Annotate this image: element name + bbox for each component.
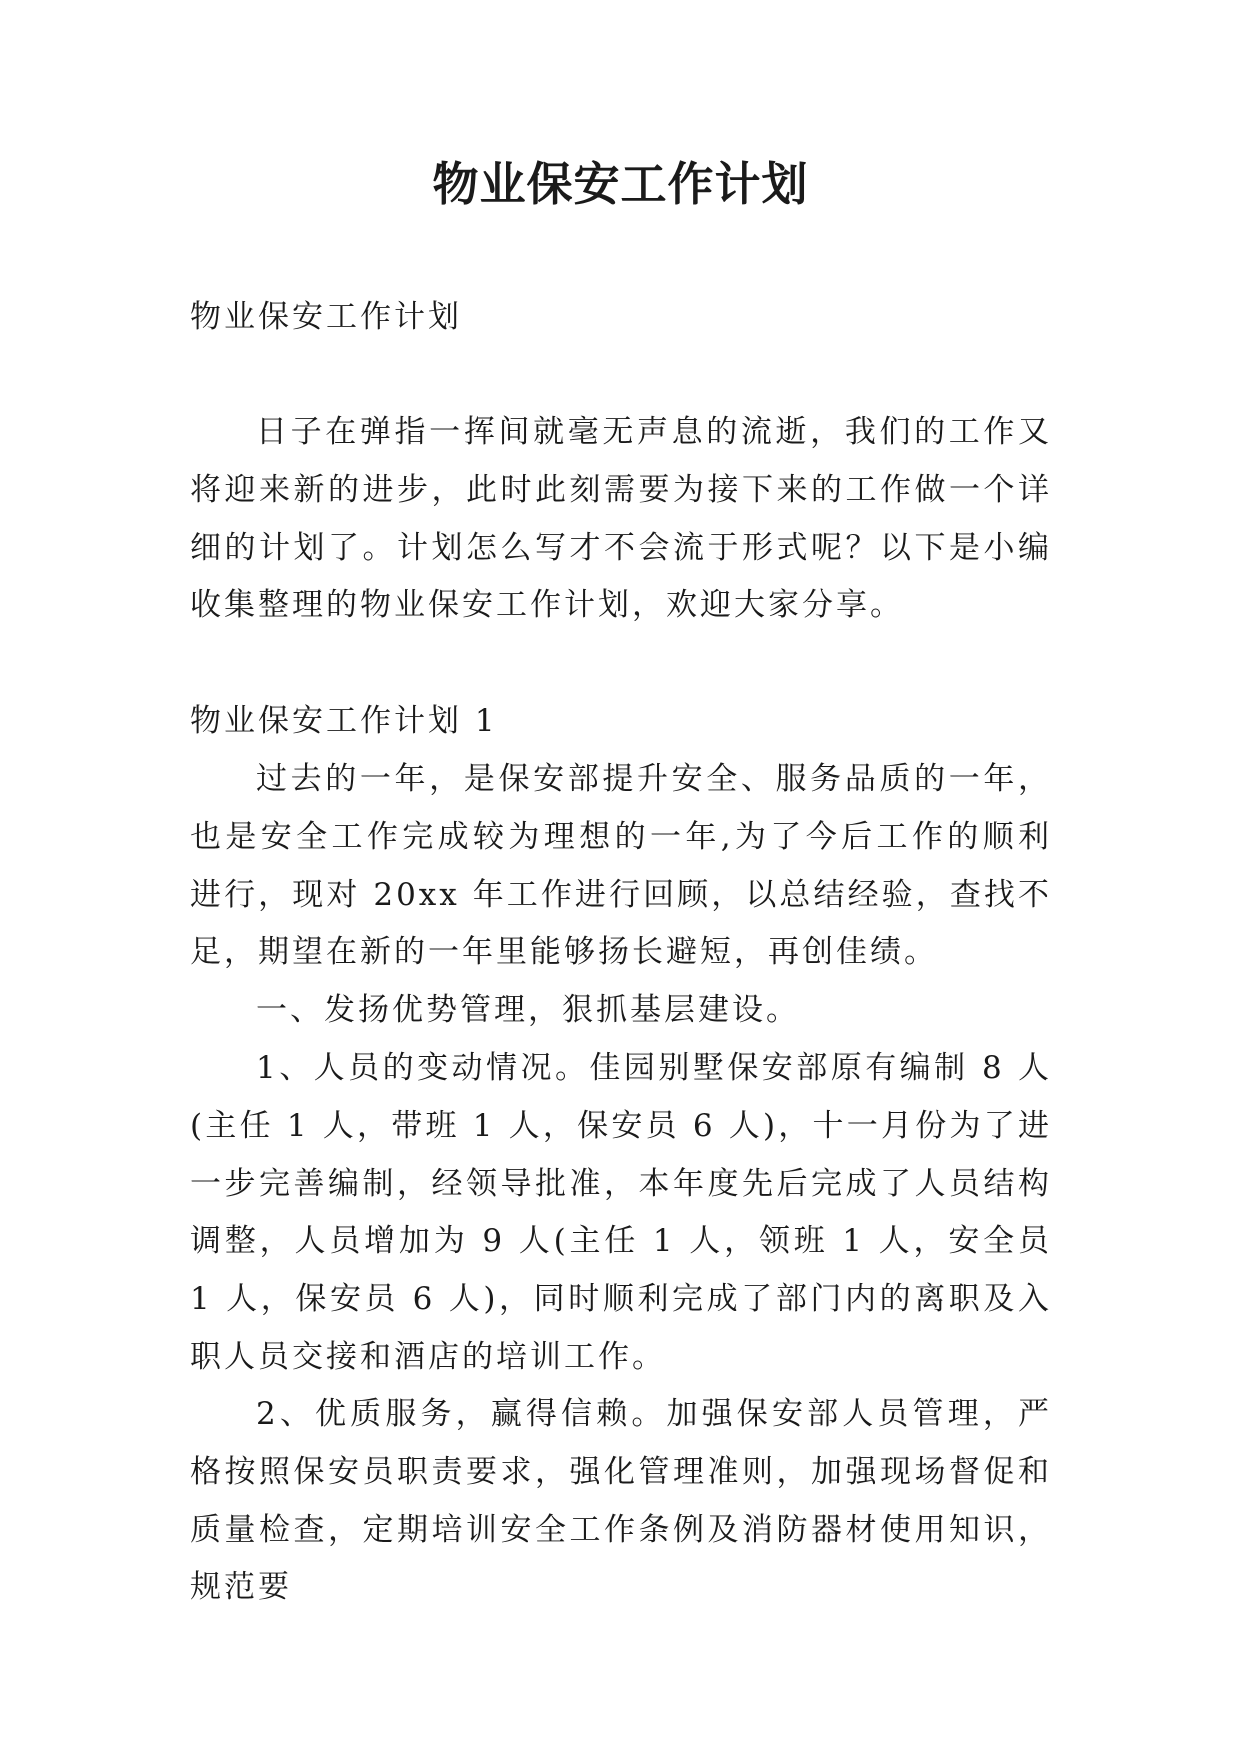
- intro-paragraph: 日子在弹指一挥间就毫无声息的流逝，我们的工作又将迎来新的进步，此时此刻需要为接下来的工作做一个详细的计划了。计划怎么写才不会流于形式呢？以下是小编收集整理的物业保安工作计划，欢迎大家分享。: [190, 414, 1052, 624]
- paragraph-service: 2、优质服务，赢得信赖。加强保安部人员管理，严格按照保安员职责要求，强化管理准则，加强现场督促和质量检查，定期培训安全工作条例及消防器材使用知识，规范要: [190, 1396, 1052, 1606]
- section-heading: 物业保安工作计划 1: [190, 703, 498, 739]
- paragraph-staffing: 1、人员的变动情况。佳园别墅保安部原有编制 8 人(主任 1 人，带班 1 人，保安员 6 人)，十一月份为了进一步完善编制，经领导批准，本年度先后完成了人员结构调整，人员增加为 9 人(主任 1 人，领班 1 人，安全员 1 人，保安员 6 人)，同时顺利完成了部门内的离职及入职人员交接和酒店的培训工作。: [190, 1050, 1052, 1375]
- paragraph-heading-one: 一、发扬优势管理，狠抓基层建设。: [256, 992, 800, 1028]
- paragraph-review: 过去的一年，是保安部提升安全、服务品质的一年，也是安全工作完成较为理想的一年,为了今后工作的顺利进行，现对 20xx 年工作进行回顾，以总结经验，查找不足，期望在新的一年里能够扬长避短，再创佳绩。: [190, 761, 1052, 971]
- document-title: 物业保安工作计划: [432, 157, 809, 211]
- document-subtitle: 物业保安工作计划: [190, 299, 462, 335]
